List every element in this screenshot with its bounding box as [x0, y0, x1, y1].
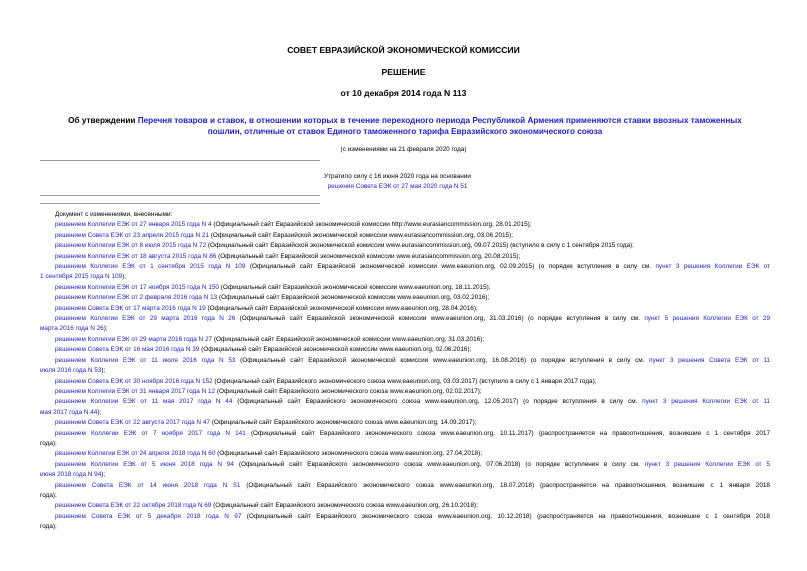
- amendment-link[interactable]: решением Совета ЕЭК от 17 марта 2016 года N 19: [55, 304, 206, 312]
- amendment-details: (Официальный сайт Евразийской экономической комиссии www.eurasiancommission.org, 09.07.2015) (вступило в силу с 1 сентября 2015 года);: [206, 242, 634, 250]
- amendment-details: (Официальный сайт Евразийской экономической комиссии www.eaeunion.org, 02.09.2015) (о порядке вступления в силу см.: [245, 263, 656, 271]
- amendment-link[interactable]: решением Совета ЕЭК от 23 апреля 2015 года N 21: [55, 231, 210, 239]
- change-entry-continuation: [40, 324, 770, 334]
- amendment-link[interactable]: решением Коллегии ЕЭК от 1 сентября 2015 года N 109: [55, 263, 246, 271]
- amendment-clause-link-continuation[interactable]: июля 2016 года N 53: [40, 367, 102, 375]
- amendment-details: (Официальный сайт Евразийского экономического союза www.eaeunion.org, 18.07.2018) (распространяется на правоотношения, возникшие с 1 января 2018: [240, 481, 770, 489]
- document-title: [40, 116, 770, 137]
- amendment-details: (Официальный сайт Евразийского экономического союза www.eaeunion.org, 02.02.2017);: [215, 387, 482, 395]
- amendment-link[interactable]: решением Совета ЕЭК от 16 мая 2016 года N 39: [55, 346, 200, 354]
- amendment-link[interactable]: решением Совета ЕЭК от 14 июня 2018 года N 51: [55, 481, 241, 489]
- amendment-link[interactable]: решением Совета ЕЭК от 22 октября 2018 года N 69: [55, 502, 212, 510]
- title-link-part-2[interactable]: пошлин, отличные от ставок Единого таможенного тарифа Евразийского экономического союза: [207, 126, 603, 136]
- change-entry: [40, 418, 770, 428]
- document-type-heading: РЕШЕНИЕ: [381, 67, 426, 77]
- change-entry: [40, 220, 770, 230]
- amendment-details: (Официальный сайт Евразийского экономического союза www.eaeunion.org, 10.12.2018) (распространяется на правоотношения, возникшие с 1 сентября 2018: [241, 512, 770, 520]
- change-entry: [40, 481, 770, 491]
- divider: [40, 160, 320, 161]
- lost-force-text: Утратило силу с 16 июня 2020 года на основании: [324, 173, 471, 180]
- change-entry: [40, 335, 770, 345]
- amendment-link[interactable]: решением Коллегии ЕЭК от 7 ноября 2017 года N 141: [55, 429, 246, 437]
- title-prefix: Об утверждении: [68, 116, 138, 125]
- changes-list: [40, 210, 770, 533]
- amendment-details: (Официальный сайт Евразийской экономической комиссии http://www.eurasiancommission.org, 28.01.2015);: [211, 221, 532, 229]
- change-entry: [40, 501, 770, 511]
- change-entry: [40, 345, 770, 355]
- change-entry-continuation: [40, 366, 770, 376]
- change-entry: [40, 387, 770, 397]
- amendment-details: (Официальный сайт Евразийского экономического союза www.eaeunion.org, 03.03.2017) (вступило в силу с 1 января 2017 года);: [212, 377, 597, 385]
- amendment-link[interactable]: решением Коллегии ЕЭК от 11 июля 2016 года N 53: [55, 356, 236, 364]
- change-entry: [40, 429, 770, 439]
- amendment-details: (Официальный сайт Евразийского экономического союза www.eaeunion.org, 27.04.2018);: [215, 450, 482, 458]
- change-entry-continuation: [40, 408, 770, 418]
- amendment-link[interactable]: решением Коллегии ЕЭК от 8 июля 2015 года N 72: [55, 242, 207, 250]
- change-entry: [40, 314, 770, 324]
- amendment-details-continuation: );: [122, 273, 126, 281]
- amendment-clause-link[interactable]: пункт 3 решения Совета ЕЭК от 11: [649, 356, 770, 364]
- amendment-clause-link[interactable]: пункт 3 решения Коллегии ЕЭК от 11: [642, 398, 770, 406]
- amendment-clause-link[interactable]: пункт 3 решения Коллегии ЕЭК от: [655, 263, 770, 271]
- amendment-clause-link-continuation[interactable]: мая 2017 года N 44: [40, 408, 98, 416]
- amendment-clause-link[interactable]: пункт 3 решения Коллегии ЕЭК от 5: [644, 460, 770, 468]
- change-entry-continuation: [40, 491, 770, 501]
- amendment-link[interactable]: решением Коллегии ЕЭК от 27 января 2015 года N 4: [55, 221, 212, 229]
- change-entry: [40, 304, 770, 314]
- amendment-link[interactable]: решением Коллегии ЕЭК от 24 апреля 2018 года N 60: [55, 450, 216, 458]
- divider: [40, 195, 320, 196]
- amendment-link[interactable]: решением Совета ЕЭК от 5 декабря 2018 года N 97: [55, 512, 242, 520]
- amendment-details-continuation: года);: [40, 491, 57, 499]
- amendment-details-continuation: );: [97, 408, 102, 416]
- change-entry-continuation: [40, 439, 770, 449]
- amendment-details: (Официальный сайт Евразийской экономической комиссии www.eaeunion.org, 02.06.2016);: [199, 346, 472, 354]
- amendment-link[interactable]: решением Совета ЕЭК от 22 августа 2017 года N 47: [55, 419, 210, 427]
- amendment-link[interactable]: решением Коллегии ЕЭК от 2 февраля 2016 года N 13: [55, 294, 218, 302]
- amendment-details-continuation: );: [101, 367, 106, 375]
- change-entry: [40, 356, 770, 366]
- amendment-details-continuation: );: [103, 325, 108, 333]
- amendment-details-continuation: );: [101, 471, 106, 479]
- change-entry: [40, 252, 770, 262]
- change-entry: [40, 397, 770, 407]
- amendment-details: (Официальный сайт Евразийской экономической комиссии www.eaeunion.org, 31.03.2016) (о порядке вступления в силу см.: [235, 315, 645, 323]
- change-entry: [40, 283, 770, 293]
- changes-body: [40, 220, 770, 532]
- amendment-link[interactable]: решением Коллегии ЕЭК от 17 ноября 2015 года N 150: [55, 283, 219, 291]
- amendment-details: (Официальный сайт Евразийской экономической комиссии www.eaeunion.org, 28.04.2016);: [205, 304, 478, 312]
- amendment-details: (Официальный сайт Евразийской экономической комиссии www.eaeunion.org, 31.03.2016);: [212, 335, 485, 343]
- change-entry: [40, 231, 770, 241]
- amendment-details: (Официальный сайт Евразийского экономического союза www.eaeunion.org, 26.10.2018);: [211, 502, 478, 510]
- change-entry: [40, 377, 770, 387]
- editorial-note: (с изменениями на 21 февраля 2020 года): [340, 146, 467, 153]
- amendment-details: (Официальный сайт Евразийской экономической комиссии www.eaeunion.org, 03.02.2016);: [217, 294, 490, 302]
- amendment-details-continuation: года);: [40, 439, 57, 447]
- amendment-details: (Официальный сайт Евразийской экономической комиссии www.eurasiancommission.org, 03.06.2015);: [209, 231, 514, 239]
- change-entry: [40, 512, 770, 522]
- amendment-link[interactable]: решением Коллегии ЕЭК от 31 января 2017 года N 12: [55, 387, 216, 395]
- amendment-details: (Официальный сайт Евразийской экономической комиссии www.eaeunion.org, 16.08.2016) (о порядке вступления в силу см.: [235, 356, 650, 364]
- change-entry-continuation: [40, 522, 770, 532]
- change-entry: [40, 293, 770, 303]
- lost-force-notice: [310, 172, 485, 192]
- divider: [40, 203, 320, 204]
- amendment-link[interactable]: решением Коллегии ЕЭК от 18 августа 2015 года N 86: [55, 252, 217, 260]
- change-entry-continuation: [40, 272, 770, 282]
- amendment-link[interactable]: решением Коллегии ЕЭК от 11 мая 2017 года N 44: [55, 398, 233, 406]
- amendment-clause-link-continuation[interactable]: 1 сентября 2015 года N 109: [40, 273, 123, 281]
- change-entry: [40, 262, 770, 272]
- amendment-clause-link[interactable]: пункт 5 решения Коллегии ЕЭК от 29: [644, 315, 770, 323]
- amendment-link[interactable]: решением Коллегии ЕЭК от 5 июня 2018 года N 94: [55, 460, 234, 468]
- amendment-link[interactable]: решением Коллегии ЕЭК от 29 марта 2016 года N 26: [55, 315, 236, 323]
- changes-intro: Документ с изменениями, внесенными:: [55, 211, 173, 218]
- amendment-details: (Официальный сайт Евразийского экономического союза www.eaeunion.org, 07.06.2018) (о порядке вступления в силу см.: [233, 460, 645, 468]
- amendment-link[interactable]: решением Коллегии ЕЭК от 29 марта 2016 года N 27: [55, 335, 213, 343]
- change-entry: [40, 449, 770, 459]
- amendment-details: (Официальный сайт Евразийского экономического союза www.eaeunion.org, 10.11.2017) (распространяется на правоотношения, возникшие с 1 сентября 2017: [245, 429, 770, 437]
- change-entry-continuation: [40, 470, 770, 480]
- amendment-clause-link-continuation[interactable]: июня 2018 года N 94: [40, 471, 102, 479]
- change-entry: [40, 460, 770, 470]
- amendment-details: (Официальный сайт Евразийского экономического союза www.eaeunion.org, 14.09.2017);: [209, 419, 477, 427]
- amendment-link[interactable]: решением Совета ЕЭК от 30 ноября 2016 года N 152: [55, 377, 213, 385]
- amendment-details: (Официальный сайт Евразийского экономического союза www.eaeunion.org, 12.05.2017) (о порядке вступления в силу см.: [232, 398, 643, 406]
- amendment-clause-link-continuation[interactable]: марта 2016 года N 26: [40, 325, 104, 333]
- amendment-details: (Официальный сайт Евразийской экономической комиссии www.eaeunion.org, 18.11.2015);: [219, 283, 491, 291]
- lost-force-link[interactable]: решения Совета ЕЭК от 27 мая 2020 года N 51: [327, 183, 468, 190]
- title-link-part-1[interactable]: Перечня товаров и ставок, в отношении которых в течение переходного периода Республикой Армения применяются ставки ввозных таможенных: [137, 116, 742, 125]
- document-date-number: от 10 декабря 2014 года N 113: [340, 88, 467, 98]
- change-entry: [40, 241, 770, 251]
- amendment-details-continuation: года);: [40, 523, 57, 531]
- organization-heading: СОВЕТ ЕВРАЗИЙСКОЙ ЭКОНОМИЧЕСКОЙ КОМИССИИ: [287, 45, 520, 55]
- amendment-details: (Официальный сайт Евразийской экономической комиссии www.eurasiancommission.org, 20.08.2015);: [216, 252, 521, 260]
